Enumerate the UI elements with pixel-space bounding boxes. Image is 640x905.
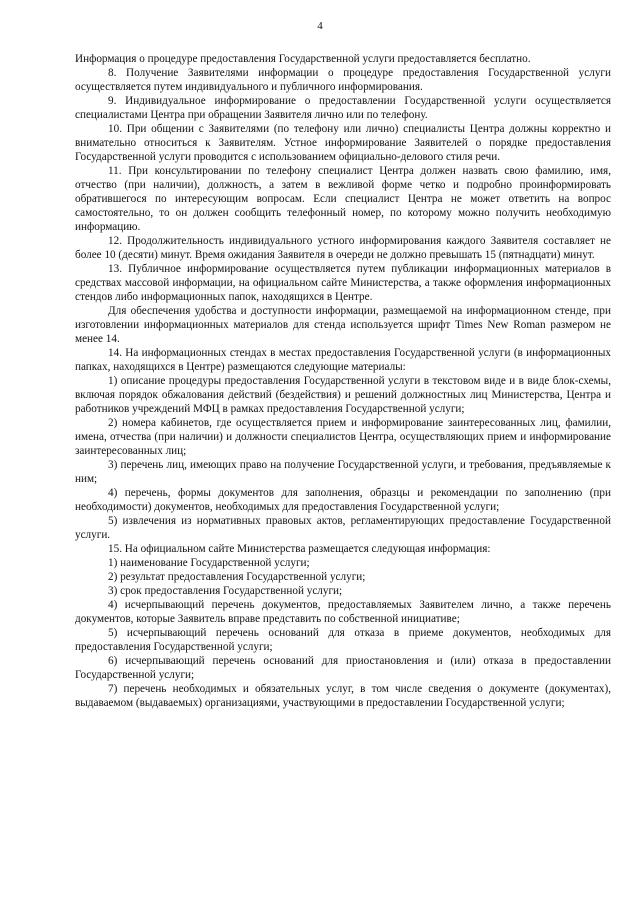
paragraph: 9. Индивидуальное информирование о предоставлении Государственной услуги осуществляется специалистами Центра при обращении Заявителя лично или по телефону. bbox=[75, 95, 611, 121]
paragraph: 3) перечень лиц, имеющих право на получение Государственной услуги, и требования, предъявляемые к ним; bbox=[75, 459, 611, 485]
paragraph: 2) номера кабинетов, где осуществляется прием и информирование заинтересованных лиц, фамилии, имена, отчества (при наличии) и должности специалистов Центра, осуществляющих прием и информирование заинтересованных лиц; bbox=[75, 417, 611, 457]
paragraph: 12. Продолжительность индивидуального устного информирования каждого Заявителя составляет не более 10 (десяти) минут. Время ожидания Заявителя в очереди не должно превышать 15 (пятнадцати) минут. bbox=[75, 235, 611, 261]
paragraph: 4) перечень, формы документов для заполнения, образцы и рекомендации по заполнению (при необходимости) документов, необходимых для предоставления Государственной услуги; bbox=[75, 487, 611, 513]
paragraph: 14. На информационных стендах в местах предоставления Государственной услуги (в информационных папках, находящихся в Центре) размещаются следующие материалы: bbox=[75, 347, 611, 373]
paragraph: 5) извлечения из нормативных правовых актов, регламентирующих предоставление Государственной услуги. bbox=[75, 515, 611, 541]
paragraph: 6) исчерпывающий перечень оснований для приостановления и (или) отказа в предоставлении Государственной услуги; bbox=[75, 655, 611, 681]
paragraph: Информация о процедуре предоставления Государственной услуги предоставляется бесплатно. bbox=[75, 53, 531, 65]
paragraph: 8. Получение Заявителями информации о процедуре предоставления Государственной услуги осуществляется путем индивидуального и публичного информирования. bbox=[75, 67, 611, 93]
paragraph: 1) наименование Государственной услуги; bbox=[108, 557, 310, 569]
paragraph: 3) срок предоставления Государственной услуги; bbox=[108, 585, 343, 597]
paragraph: 15. На официальном сайте Министерства размещается следующая информация: bbox=[108, 543, 491, 555]
paragraph: 1) описание процедуры предоставления Государственной услуги в текстовом виде и в виде блок-схемы, включая порядок обжалования действий (бездействия) и решений должностных лиц Министерства, Центра и работников учреждений МФЦ в рамках предоставления Государственной услуги; bbox=[75, 375, 611, 415]
document-body bbox=[75, 52, 611, 710]
paragraph: 4) исчерпывающий перечень документов, предоставляемых Заявителем лично, а также перечень документов, которые Заявитель вправе представить по собственной инициативе; bbox=[75, 599, 611, 625]
paragraph: 7) перечень необходимых и обязательных услуг, в том числе сведения о документе (документах), выдаваемом (выдаваемых) организациями, участвующими в предоставлении Государственной услуги; bbox=[75, 683, 611, 709]
paragraph: 13. Публичное информирование осуществляется путем публикации информационных материалов в средствах массовой информации, на официальном сайте Министерства, а также оформления информационных стендов либо информационных папок, находящихся в Центре. bbox=[75, 263, 611, 303]
paragraph: 11. При консультировании по телефону специалист Центра должен назвать свою фамилию, имя, отчество (при наличии), должность, а затем в вежливой форме четко и подробно проинформировать обратившегося по интересующим вопросам. Если специалист Центра не может ответить на вопрос самостоятельно, то он должен сообщить телефонный номер, по которому можно получить необходимую информацию. bbox=[75, 165, 611, 233]
paragraph: 10. При общении с Заявителями (по телефону или лично) специалисты Центра должны корректно и внимательно относиться к Заявителям. Устное информирование Заявителей о порядке предоставления Государственной услуги проводится с использованием официально-делового стиля речи. bbox=[75, 123, 611, 163]
paragraph: Для обеспечения удобства и доступности информации, размещаемой на информационном стенде, при изготовлении информационных материалов для стенда используется шрифт Times New Roman размером не менее 14. bbox=[75, 305, 611, 345]
paragraph: 2) результат предоставления Государственной услуги; bbox=[108, 571, 366, 583]
page-number: 4 bbox=[317, 20, 323, 32]
paragraph: 5) исчерпывающий перечень оснований для отказа в приеме документов, необходимых для предоставления Государственной услуги; bbox=[75, 627, 611, 653]
